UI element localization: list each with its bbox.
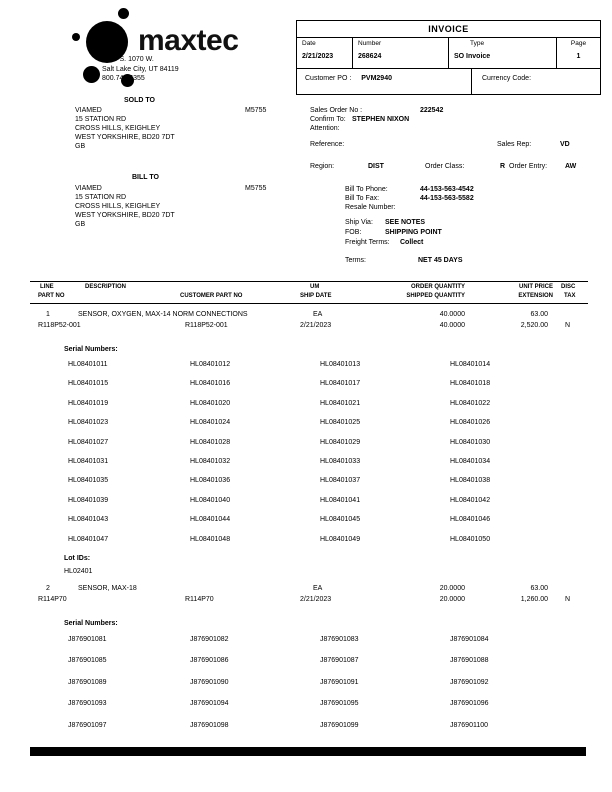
lot-id: HL02401	[64, 568, 93, 575]
footer-bar	[30, 747, 586, 756]
number-label: Number	[358, 40, 382, 47]
confirm-to-label: Confirm To:	[310, 116, 346, 123]
serial-number: HL08401027	[68, 438, 109, 446]
region-label: Region:	[310, 163, 335, 170]
item-extension: 2,520.00	[520, 322, 548, 329]
lot-ids-label: Lot IDs:	[64, 555, 91, 562]
item-um: EA	[313, 585, 323, 592]
resale-number-label: Resale Number:	[345, 204, 396, 211]
serial-number: HL08401038	[450, 477, 491, 485]
currency-code-label: Currency Code:	[482, 75, 532, 82]
serial-number: HL08401024	[190, 419, 231, 427]
company-address-line2: Salt Lake City, UT 84119	[102, 65, 179, 73]
freight-terms-label: Freight Terms:	[345, 239, 390, 246]
serial-number: J876901084	[450, 636, 489, 643]
date-label: Date	[302, 40, 316, 47]
header-disc: DISC	[561, 284, 576, 290]
serial-number: J876901099	[320, 721, 359, 729]
item-extension: 1,260.00	[520, 596, 548, 603]
bill-to-phone-label: Bill To Phone:	[345, 186, 388, 193]
serial-number: J876901094	[190, 700, 229, 708]
bill-to-phone-value: 44-153-563-4542	[420, 186, 474, 193]
ship-via-value: SEE NOTES	[385, 219, 426, 226]
serial-number: J876901090	[190, 678, 229, 686]
logo-dot	[83, 66, 100, 83]
item-tax-flag: N	[565, 596, 571, 603]
serial-number: HL08401041	[320, 496, 361, 504]
table-top-rule	[30, 281, 588, 282]
item-ship-date: 2/21/2023	[300, 596, 332, 603]
serial-number: J876901087	[320, 657, 359, 665]
serial-number: HL08401039	[68, 496, 109, 504]
serial-number: HL08401046	[450, 516, 491, 524]
item-order-quantity: 40.0000	[439, 311, 465, 318]
bill-to-address-line: 15 STATION RD	[75, 194, 127, 201]
invoice-header-box	[296, 20, 601, 95]
company-phone: 800.748.5355	[102, 75, 145, 82]
sold-to-address-line: 15 STATION RD	[75, 116, 127, 123]
fob-value: SHIPPING POINT	[385, 229, 442, 236]
serial-number: HL08401033	[320, 457, 361, 465]
serial-number: HL08401045	[320, 516, 361, 524]
invoice-date: 2/21/2023	[302, 53, 334, 60]
serial-number: HL08401048	[190, 535, 231, 543]
serial-number: HL08401035	[68, 477, 109, 485]
item-description: SENSOR, MAX-18	[78, 585, 137, 592]
header-shipped-quantity: SHIPPED QUANTITY	[406, 293, 465, 299]
invoice-type-cell	[449, 38, 557, 68]
bill-to-address-line: GB	[75, 221, 86, 228]
sold-to-name: VIAMED	[75, 107, 102, 114]
serial-number: HL08401036	[190, 477, 231, 485]
serial-number: HL08401050	[450, 535, 491, 543]
sales-rep-value: VD	[560, 141, 570, 148]
terms-value: NET 45 DAYS	[418, 257, 463, 264]
serial-number: HL08401022	[450, 399, 491, 407]
bill-to-address-line: WEST YORKSHIRE, BD20 7DT	[75, 212, 175, 219]
page-label: Page	[570, 40, 587, 47]
company-address	[102, 55, 179, 84]
serial-number: HL08401016	[190, 380, 231, 388]
item-unit-price: 63.00	[530, 585, 548, 592]
sold-to-address-line: WEST YORKSHIRE, BD20 7DT	[75, 134, 175, 141]
serial-number: HL08401028	[190, 438, 231, 446]
header-order-quantity: ORDER QUANTITY	[411, 284, 465, 290]
serial-number: HL08401032	[190, 457, 231, 465]
bill-to-section-label: BILL TO	[132, 174, 159, 181]
item-ship-date: 2/21/2023	[300, 322, 332, 329]
serial-number: HL08401049	[320, 535, 361, 543]
item-part-no: R118P52-001	[38, 322, 81, 329]
lot-ids-list	[64, 568, 92, 575]
freight-terms-value: Collect	[400, 239, 424, 246]
serial-number: J876901089	[68, 678, 107, 686]
type-label: Type	[470, 40, 485, 47]
serial-number: HL08401026	[450, 419, 491, 427]
serial-number: HL08401019	[68, 399, 109, 407]
item-line-no: 2	[46, 585, 50, 592]
serial-number: HL08401040	[190, 496, 231, 504]
invoice-page-number: 1	[576, 53, 581, 60]
attention-label: Attention:	[310, 125, 340, 132]
invoice-date-cell	[297, 38, 353, 68]
sold-to-address-line: GB	[75, 143, 86, 150]
bill-to-account-code: M5755	[245, 185, 267, 192]
serial-number: HL08401043	[68, 516, 109, 524]
invoice-type: SO Invoice	[454, 53, 491, 60]
header-part-no: PART NO	[38, 293, 65, 299]
sold-to-address-block	[75, 106, 325, 151]
table-header-rule	[30, 303, 588, 304]
serial-number: J876901082	[190, 636, 229, 643]
serial-number: HL08401031	[68, 457, 109, 465]
header-unit-price: UNIT PRICE	[518, 284, 553, 290]
currency-code-cell	[472, 69, 537, 94]
serial-number: HL08401020	[190, 399, 231, 407]
serial-number: HL08401013	[320, 361, 361, 368]
item-um: EA	[313, 311, 323, 318]
item-line-no: 1	[46, 311, 50, 318]
bill-to-address-line: CROSS HILLS, KEIGHLEY	[75, 203, 161, 210]
serial-number: J876901081	[68, 636, 107, 643]
serial-number: HL08401018	[450, 380, 491, 388]
customer-po-value: PVM2940	[361, 75, 392, 82]
serial-number: J876901088	[450, 657, 489, 665]
invoice-meta-row	[297, 38, 600, 69]
confirm-to-value: STEPHEN NIXON	[352, 116, 410, 123]
sold-to-address-line: CROSS HILLS, KEIGHLEY	[75, 125, 161, 132]
serial-number: J876901092	[450, 678, 489, 686]
item-description: SENSOR, OXYGEN, MAX-14 NORM CONNECTIONS	[78, 311, 248, 318]
bill-to-name: VIAMED	[75, 185, 102, 192]
item-shipped-quantity: 20.0000	[439, 596, 465, 603]
serial-number: HL08401011	[68, 361, 108, 368]
serial-number: J876901097	[68, 721, 107, 729]
customer-po-label: Customer PO :	[305, 75, 352, 82]
serial-number: HL08401047	[68, 535, 109, 543]
sold-to-section-label: SOLD TO	[124, 97, 155, 104]
serial-number: J876901085	[68, 657, 107, 665]
serial-number: J876901098	[190, 721, 229, 729]
serial-numbers-label: Serial Numbers:	[64, 620, 118, 627]
item-unit-price: 63.00	[530, 311, 548, 318]
reference-label: Reference:	[310, 141, 345, 148]
terms-label: Terms:	[345, 257, 366, 264]
serial-number: J876901083	[320, 636, 359, 643]
serial-number: J876901086	[190, 657, 229, 665]
company-name: maxtec	[138, 24, 239, 57]
invoice-number: 268624	[358, 53, 382, 60]
bill-to-address-block	[75, 184, 325, 229]
serial-numbers-grid-line1	[68, 361, 580, 555]
item-shipped-quantity: 40.0000	[439, 322, 465, 329]
item-customer-part-no: R114P70	[185, 596, 214, 603]
item-tax-flag: N	[565, 322, 571, 329]
sales-order-label: Sales Order No :	[310, 107, 363, 114]
region-value: DIST	[368, 163, 384, 170]
item-customer-part-no: R118P52-001	[185, 322, 228, 329]
serial-number: J876901093	[68, 700, 107, 708]
header-tax: TAX	[564, 293, 576, 299]
serial-number: HL08401023	[68, 419, 109, 427]
serial-number: HL08401030	[450, 438, 491, 446]
serial-number: HL08401025	[320, 419, 361, 427]
serial-number: HL08401044	[190, 516, 231, 524]
invoice-number-cell	[353, 38, 449, 68]
customer-po-cell	[297, 69, 472, 94]
bill-to-fax-label: Bill To Fax:	[345, 195, 380, 202]
serial-number: HL08401014	[450, 361, 491, 368]
serial-number: HL08401017	[320, 380, 361, 388]
header-extension: EXTENSION	[518, 293, 553, 299]
serial-number: HL08401037	[320, 477, 361, 485]
item-order-quantity: 20.0000	[439, 585, 465, 592]
logo-dot	[72, 33, 80, 41]
order-entry-value: AW	[565, 163, 577, 170]
invoice-title: INVOICE	[297, 21, 600, 38]
serial-number: HL08401034	[450, 457, 491, 465]
header-um: UM	[310, 284, 320, 290]
header-line: LINE	[40, 284, 54, 290]
header-customer-part-no: CUSTOMER PART NO	[180, 293, 243, 299]
serial-number: HL08401021	[320, 399, 361, 407]
serial-number: J876901095	[320, 700, 359, 708]
serial-numbers-grid-line2	[68, 636, 580, 743]
header-ship-date: SHIP DATE	[300, 293, 332, 299]
serial-number: HL08401012	[190, 361, 231, 368]
serial-number: J876901100	[450, 721, 489, 729]
sold-to-account-code: M5755	[245, 107, 267, 114]
fob-label: FOB:	[345, 229, 362, 236]
serial-number: J876901096	[450, 700, 489, 708]
serial-number: HL08401015	[68, 380, 109, 388]
serial-number: J876901091	[320, 678, 359, 686]
header-description: DESCRIPTION	[85, 284, 127, 290]
item-part-no: R114P70	[38, 596, 67, 603]
sales-order-no: 222542	[420, 107, 444, 114]
order-class-value: R	[500, 163, 506, 170]
company-address-line1: 2305 S. 1070 W.	[102, 56, 154, 63]
sales-rep-label: Sales Rep:	[497, 141, 532, 148]
ship-via-label: Ship Via:	[345, 219, 373, 226]
logo-dot	[118, 8, 129, 19]
bill-to-fax-value: 44-153-563-5582	[420, 195, 474, 202]
order-entry-label: Order Entry:	[509, 163, 548, 170]
serial-number: HL08401029	[320, 438, 361, 446]
invoice-page-cell	[557, 38, 600, 68]
serial-number: HL08401042	[450, 496, 491, 504]
order-class-label: Order Class:	[425, 163, 465, 170]
invoice-po-row	[297, 69, 600, 94]
serial-numbers-label: Serial Numbers:	[64, 346, 118, 353]
